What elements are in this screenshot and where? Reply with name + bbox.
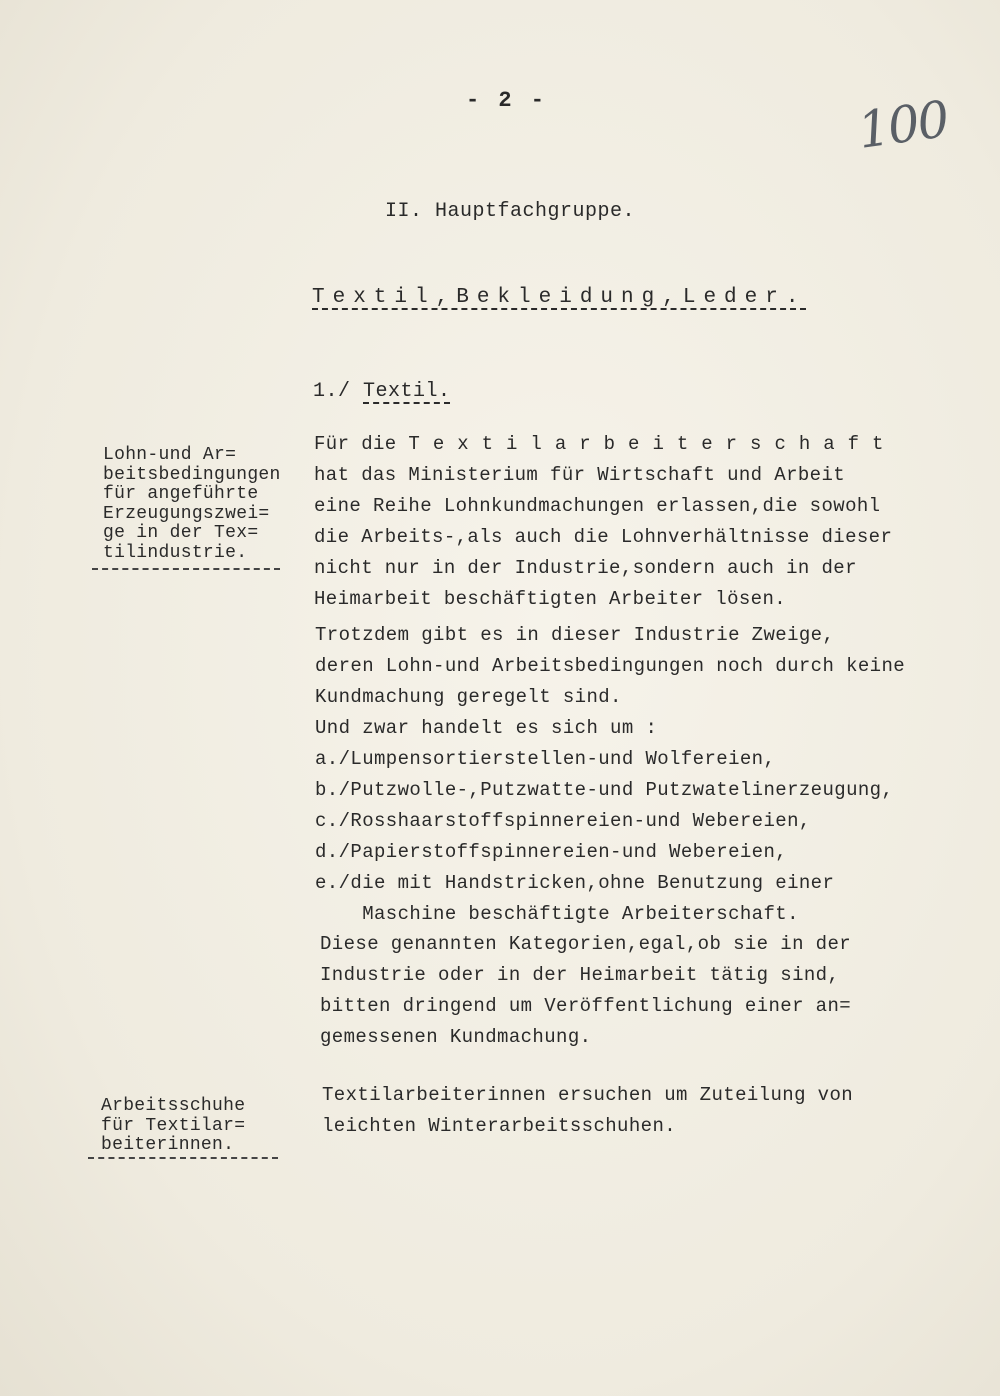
paragraph-body: hat das Ministerium für Wirtschaft und Arbeit eine Reihe Lohnkundmachungen erlassen,die sowohl die Arbeits-,als auch die Lohnverhältnisse dieser nicht nur in der Industrie,sondern auch in der Heimarbeit beschäftigten Arbeiter lösen. bbox=[314, 464, 893, 610]
section-number: 1./ bbox=[313, 380, 351, 403]
group-subheading: Textil,Bekleidung,Leder. bbox=[312, 286, 807, 309]
handwritten-archive-number: 100 bbox=[854, 90, 952, 160]
paragraph-spaced-word: Textilarbeiterschaft bbox=[408, 433, 897, 455]
paragraph-request: Diese genannten Kategorien,egal,ob sie in der Industrie oder in der Heimarbeit tätig sind, bitten dringend um Veröffentlichung einer an= gemessenen Kundmachung. bbox=[320, 933, 852, 1048]
paragraph-work-shoes: Textilarbeiterinnen ersuchen um Zuteilung von leichten Winterarbeitsschuhen. bbox=[322, 1084, 854, 1137]
margin-note-wages: Lohn-und Ar= beitsbedingungen für angeführte Erzeugungszwei= ge in der Tex= tilindustrie. bbox=[103, 445, 281, 563]
paragraph-wage-decrees bbox=[314, 429, 896, 615]
paragraph-unregulated-branches: Trotzdem gibt es in dieser Industrie Zweige, deren Lohn-und Arbeitsbedingungen noch durch keine Kundmachung geregelt sind. Und zwar handelt es sich um : a./Lumpensortierstellen-und Wolfereien, b./Putzwolle-,Putzwatte-und Putzwatelinerzeugung, c./Rosshaarstoffspinnereien-und Webereien, d./Papierstoffspinnereien-und Webereien, e./die mit Handstricken,ohne Benutzung einer Maschine beschäftigte Arbeiterschaft. bbox=[315, 624, 906, 925]
paragraph-first-line-start: Für die bbox=[314, 433, 409, 455]
section-title: Textil. bbox=[363, 380, 451, 403]
group-heading: II. Hauptfachgruppe. bbox=[385, 200, 636, 223]
page-number: - 2 - bbox=[466, 88, 548, 113]
section-heading bbox=[313, 380, 451, 403]
margin-note-work-shoes: Arbeitsschuhe für Textilar= beiterinnen. bbox=[101, 1096, 246, 1155]
margin-note-underline bbox=[92, 568, 280, 570]
margin-note-underline bbox=[88, 1157, 278, 1159]
